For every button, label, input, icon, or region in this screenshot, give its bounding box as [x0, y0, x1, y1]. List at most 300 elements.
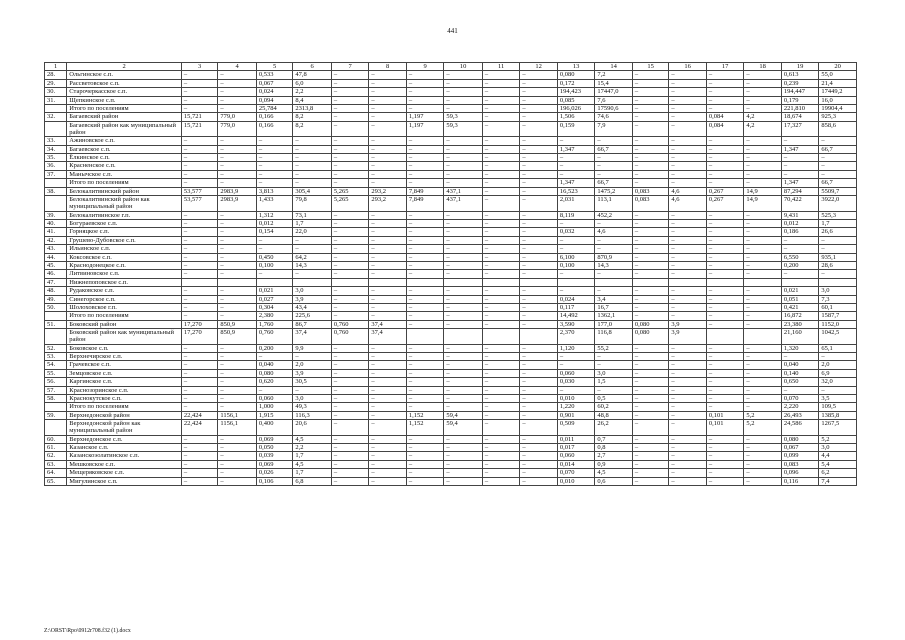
value-cell: – — [406, 460, 444, 468]
value-cell: – — [331, 303, 369, 311]
value-cell: – — [331, 253, 369, 261]
value-cell: 87,294 — [781, 187, 819, 195]
column-header: 14 — [595, 63, 633, 71]
value-cell: – — [406, 261, 444, 269]
value-cell: – — [256, 270, 292, 278]
value-cell: 15,721 — [181, 113, 217, 121]
value-cell: 2,7 — [595, 452, 633, 460]
table-row — [45, 344, 857, 352]
value-cell: – — [369, 88, 407, 96]
value-cell: – — [744, 287, 782, 295]
table-row — [45, 137, 857, 145]
value-cell: – — [482, 170, 520, 178]
value-cell: – — [706, 228, 744, 236]
value-cell — [520, 329, 558, 344]
value-cell: – — [406, 79, 444, 87]
value-cell: 0,179 — [781, 96, 819, 104]
value-cell: – — [369, 452, 407, 460]
value-cell: – — [331, 395, 369, 403]
value-cell: – — [520, 369, 558, 377]
value-cell — [706, 278, 744, 286]
value-cell: – — [744, 295, 782, 303]
value-cell: 3,0 — [293, 395, 332, 403]
value-cell: – — [744, 353, 782, 361]
value-cell: 14,492 — [557, 312, 595, 320]
value-cell: – — [706, 179, 744, 187]
value-cell: – — [482, 460, 520, 468]
value-cell: – — [181, 460, 217, 468]
value-cell: – — [706, 253, 744, 261]
value-cell: – — [406, 137, 444, 145]
row-number-cell: 56. — [45, 378, 67, 386]
value-cell: 0,7 — [595, 435, 633, 443]
value-cell: 4,6 — [669, 196, 707, 211]
value-cell: – — [369, 386, 407, 394]
value-cell: 116,8 — [595, 329, 633, 344]
name-cell: Грушево-Дубовское с.п. — [67, 236, 182, 244]
value-cell: – — [520, 113, 558, 121]
value-cell: – — [181, 369, 217, 377]
value-cell: – — [632, 435, 668, 443]
row-number-cell — [45, 312, 67, 320]
name-cell: Верхнедонское с.п. — [67, 435, 182, 443]
value-cell: – — [406, 179, 444, 187]
value-cell: 59,3 — [444, 113, 483, 121]
value-cell: – — [706, 170, 744, 178]
value-cell: 79,8 — [293, 196, 332, 211]
column-header: 12 — [520, 63, 558, 71]
value-cell: – — [369, 211, 407, 219]
value-cell: – — [218, 96, 257, 104]
name-cell: Литвиновское с.п. — [67, 270, 182, 278]
value-cell: – — [482, 228, 520, 236]
value-cell: – — [218, 71, 257, 79]
value-cell: – — [632, 369, 668, 377]
value-cell: 0,620 — [256, 378, 292, 386]
value-cell: 0,099 — [781, 452, 819, 460]
row-number-cell — [45, 329, 67, 344]
column-header: 19 — [781, 63, 819, 71]
value-cell: – — [218, 79, 257, 87]
name-cell: Красненское с.п. — [67, 162, 182, 170]
value-cell: – — [218, 162, 257, 170]
row-number-cell: 28. — [45, 71, 67, 79]
value-cell: – — [406, 105, 444, 113]
value-cell: 1,320 — [781, 344, 819, 352]
value-cell: – — [819, 236, 857, 244]
value-cell: 5,265 — [331, 196, 369, 211]
value-cell: – — [520, 320, 558, 328]
value-cell: – — [744, 219, 782, 227]
value-cell: – — [482, 469, 520, 477]
value-cell: 17590,6 — [595, 105, 633, 113]
value-cell — [520, 278, 558, 286]
value-cell — [482, 329, 520, 344]
row-number-cell: 54. — [45, 361, 67, 369]
value-cell: – — [781, 353, 819, 361]
value-cell: – — [744, 320, 782, 328]
value-cell: – — [819, 386, 857, 394]
row-number-cell: 45. — [45, 261, 67, 269]
value-cell: 1,506 — [557, 113, 595, 121]
value-cell: – — [520, 435, 558, 443]
value-cell: – — [781, 270, 819, 278]
value-cell: – — [331, 312, 369, 320]
value-cell: 1,5 — [595, 378, 633, 386]
value-cell: – — [669, 170, 707, 178]
value-cell: – — [669, 96, 707, 104]
column-header: 17 — [706, 63, 744, 71]
value-cell: 0,027 — [256, 295, 292, 303]
value-cell: – — [444, 162, 483, 170]
value-cell: 5,4 — [819, 460, 857, 468]
value-cell: – — [632, 312, 668, 320]
value-cell: 0,159 — [557, 121, 595, 136]
value-cell: – — [331, 179, 369, 187]
value-cell: 1,220 — [557, 403, 595, 411]
value-cell: 0,024 — [557, 295, 595, 303]
value-cell: – — [520, 303, 558, 311]
value-cell: – — [293, 245, 332, 253]
value-cell: – — [331, 88, 369, 96]
row-number-cell: 46. — [45, 270, 67, 278]
name-cell: Ильинское с.п. — [67, 245, 182, 253]
value-cell: – — [218, 154, 257, 162]
value-cell: 225,6 — [293, 312, 332, 320]
value-cell: – — [406, 477, 444, 485]
value-cell: 25,784 — [256, 105, 292, 113]
value-cell: – — [406, 270, 444, 278]
value-cell: 7,9 — [595, 121, 633, 136]
value-cell: – — [406, 145, 444, 153]
name-cell: Краснокутское с.п. — [67, 395, 182, 403]
value-cell: – — [744, 270, 782, 278]
value-cell: – — [482, 303, 520, 311]
value-cell: 0,050 — [256, 444, 292, 452]
value-cell: – — [218, 287, 257, 295]
value-cell: – — [181, 270, 217, 278]
name-cell: Верхнедонской район как муниципальный район — [67, 420, 182, 435]
value-cell: 1,120 — [557, 344, 595, 352]
value-cell: – — [669, 137, 707, 145]
value-cell: – — [781, 236, 819, 244]
value-cell: – — [482, 477, 520, 485]
value-cell: – — [744, 228, 782, 236]
value-cell: 26,6 — [819, 228, 857, 236]
value-cell: – — [669, 270, 707, 278]
value-cell: – — [444, 444, 483, 452]
value-cell: – — [669, 113, 707, 121]
value-cell — [444, 329, 483, 344]
value-cell: – — [181, 295, 217, 303]
value-cell: – — [293, 353, 332, 361]
value-cell: – — [520, 162, 558, 170]
value-cell: – — [218, 378, 257, 386]
value-cell: – — [482, 435, 520, 443]
value-cell: – — [520, 154, 558, 162]
value-cell — [744, 329, 782, 344]
name-cell: Боковский район как муниципальный район — [67, 329, 182, 344]
value-cell: – — [482, 196, 520, 211]
value-cell: 26,2 — [595, 420, 633, 435]
value-cell: – — [369, 303, 407, 311]
value-cell: – — [744, 403, 782, 411]
value-cell: – — [444, 477, 483, 485]
value-cell: – — [819, 270, 857, 278]
value-cell: – — [669, 145, 707, 153]
value-cell: – — [369, 105, 407, 113]
value-cell: 1156,1 — [218, 420, 257, 435]
value-cell: 305,4 — [293, 187, 332, 195]
value-cell: 4,6 — [669, 187, 707, 195]
value-cell: – — [181, 403, 217, 411]
value-cell: – — [218, 353, 257, 361]
value-cell: 0,070 — [557, 469, 595, 477]
value-cell — [331, 278, 369, 286]
value-cell: – — [744, 378, 782, 386]
value-cell: – — [369, 295, 407, 303]
value-cell: – — [444, 395, 483, 403]
value-cell: – — [331, 353, 369, 361]
value-cell: – — [595, 162, 633, 170]
name-cell: Краснозоринское с.п. — [67, 386, 182, 394]
value-cell: – — [331, 469, 369, 477]
value-cell: – — [331, 378, 369, 386]
value-cell: – — [632, 219, 668, 227]
value-cell: – — [369, 312, 407, 320]
value-cell: – — [482, 211, 520, 219]
value-cell: – — [706, 219, 744, 227]
row-number-cell: 50. — [45, 303, 67, 311]
value-cell: – — [744, 452, 782, 460]
value-cell: 3,0 — [819, 287, 857, 295]
row-number-cell — [45, 179, 67, 187]
value-cell: – — [669, 162, 707, 170]
value-cell: – — [744, 105, 782, 113]
value-cell: 0,060 — [256, 395, 292, 403]
value-cell: – — [595, 170, 633, 178]
value-cell: – — [706, 88, 744, 96]
value-cell: – — [632, 170, 668, 178]
value-cell: – — [632, 236, 668, 244]
value-cell: 6,0 — [293, 79, 332, 87]
value-cell: – — [632, 88, 668, 96]
value-cell: – — [444, 211, 483, 219]
table-row — [45, 154, 857, 162]
value-cell: – — [557, 245, 595, 253]
value-cell: – — [706, 295, 744, 303]
column-header: 11 — [482, 63, 520, 71]
value-cell: – — [369, 79, 407, 87]
value-cell: – — [369, 477, 407, 485]
value-cell: 1,312 — [256, 211, 292, 219]
value-cell: 59,4 — [444, 411, 483, 419]
value-cell: 14,9 — [744, 196, 782, 211]
value-cell: 4,6 — [595, 228, 633, 236]
value-cell: – — [331, 71, 369, 79]
value-cell: – — [669, 105, 707, 113]
value-cell: – — [331, 162, 369, 170]
value-cell: 7,4 — [819, 477, 857, 485]
value-cell: 0,166 — [256, 121, 292, 136]
value-cell: – — [218, 245, 257, 253]
row-number-cell — [45, 105, 67, 113]
value-cell: 1,197 — [406, 121, 444, 136]
column-header: 13 — [557, 63, 595, 71]
value-cell: 0,030 — [557, 378, 595, 386]
value-cell: – — [181, 444, 217, 452]
value-cell: – — [669, 369, 707, 377]
value-cell: – — [218, 344, 257, 352]
value-cell: 4,5 — [293, 460, 332, 468]
value-cell: 0,101 — [706, 420, 744, 435]
page-number: 441 — [447, 27, 458, 35]
value-cell — [482, 278, 520, 286]
value-cell: – — [595, 236, 633, 244]
value-cell: – — [706, 344, 744, 352]
row-number-cell: 34. — [45, 145, 67, 153]
value-cell: – — [744, 469, 782, 477]
value-cell: – — [669, 228, 707, 236]
value-cell: – — [520, 71, 558, 79]
value-cell: 0,116 — [781, 477, 819, 485]
value-cell: – — [369, 435, 407, 443]
value-cell: – — [256, 170, 292, 178]
value-cell: 0,069 — [256, 460, 292, 468]
value-cell: 437,1 — [444, 187, 483, 195]
name-cell: Мещеряковское с.п. — [67, 469, 182, 477]
value-cell: – — [218, 452, 257, 460]
value-cell: – — [520, 378, 558, 386]
value-cell: – — [444, 295, 483, 303]
value-cell: – — [482, 295, 520, 303]
value-cell: – — [181, 154, 217, 162]
value-cell: – — [669, 435, 707, 443]
value-cell: – — [632, 403, 668, 411]
value-cell: – — [331, 460, 369, 468]
table-row — [45, 253, 857, 261]
value-cell: 0,101 — [706, 411, 744, 419]
value-cell: – — [557, 236, 595, 244]
value-cell: 17,270 — [181, 329, 217, 344]
value-cell: – — [557, 353, 595, 361]
value-cell: – — [218, 444, 257, 452]
value-cell: 0,094 — [256, 96, 292, 104]
value-cell: – — [706, 477, 744, 485]
value-cell: – — [293, 137, 332, 145]
value-cell: – — [632, 145, 668, 153]
value-cell: – — [331, 228, 369, 236]
value-cell: – — [181, 88, 217, 96]
value-cell: – — [331, 261, 369, 269]
value-cell: – — [632, 96, 668, 104]
value-cell: 0,9 — [595, 460, 633, 468]
table-row — [45, 460, 857, 468]
value-cell: – — [706, 162, 744, 170]
row-number-cell: 36. — [45, 162, 67, 170]
value-cell: – — [181, 105, 217, 113]
value-cell: 8,4 — [293, 96, 332, 104]
row-number-cell: 30. — [45, 88, 67, 96]
value-cell: – — [293, 179, 332, 187]
value-cell: – — [256, 145, 292, 153]
value-cell: – — [482, 96, 520, 104]
value-cell: – — [331, 211, 369, 219]
value-cell: – — [181, 162, 217, 170]
value-cell: – — [744, 477, 782, 485]
value-cell: 21,4 — [819, 79, 857, 87]
value-cell: – — [819, 162, 857, 170]
table-row — [45, 261, 857, 269]
value-cell: – — [706, 79, 744, 87]
table-row — [45, 245, 857, 253]
value-cell: – — [632, 452, 668, 460]
table-row — [45, 386, 857, 394]
value-cell: – — [557, 270, 595, 278]
table-row — [45, 303, 857, 311]
value-cell: – — [406, 170, 444, 178]
name-cell: Ажиновское с.п. — [67, 137, 182, 145]
name-cell: Коксовское с.п. — [67, 253, 182, 261]
value-cell: – — [632, 113, 668, 121]
value-cell: – — [444, 378, 483, 386]
value-cell: 0,070 — [781, 395, 819, 403]
value-cell: 0,760 — [331, 320, 369, 328]
value-cell: – — [331, 79, 369, 87]
value-cell: – — [669, 88, 707, 96]
value-cell: 452,2 — [595, 211, 633, 219]
value-cell: – — [669, 378, 707, 386]
value-cell: – — [181, 71, 217, 79]
value-cell: – — [218, 211, 257, 219]
value-cell: – — [669, 121, 707, 136]
value-cell: – — [218, 145, 257, 153]
value-cell: – — [520, 79, 558, 87]
value-cell: – — [744, 245, 782, 253]
value-cell: – — [669, 295, 707, 303]
value-cell: – — [632, 444, 668, 452]
value-cell: 1267,5 — [819, 420, 857, 435]
data-table-container — [44, 62, 857, 486]
value-cell: 49,3 — [293, 403, 332, 411]
value-cell — [706, 329, 744, 344]
value-cell: – — [706, 236, 744, 244]
value-cell: – — [444, 154, 483, 162]
value-cell: – — [331, 386, 369, 394]
value-cell — [669, 278, 707, 286]
value-cell: – — [706, 71, 744, 79]
value-cell: 870,9 — [595, 253, 633, 261]
value-cell: 2,2 — [293, 88, 332, 96]
value-cell: – — [669, 71, 707, 79]
value-cell: 1385,8 — [819, 411, 857, 419]
value-cell: – — [482, 113, 520, 121]
value-cell: – — [181, 245, 217, 253]
value-cell: – — [706, 435, 744, 443]
table-row — [45, 320, 857, 328]
name-cell: Боковский район — [67, 320, 182, 328]
value-cell: – — [632, 179, 668, 187]
row-number-cell: 42. — [45, 236, 67, 244]
value-cell: – — [520, 170, 558, 178]
name-cell: Старочеркасское с.п. — [67, 88, 182, 96]
row-number-cell: 41. — [45, 228, 67, 236]
value-cell — [293, 278, 332, 286]
value-cell: – — [369, 228, 407, 236]
value-cell: – — [706, 386, 744, 394]
name-cell: Белокалитвинское г.п. — [67, 211, 182, 219]
value-cell: 66,7 — [819, 179, 857, 187]
